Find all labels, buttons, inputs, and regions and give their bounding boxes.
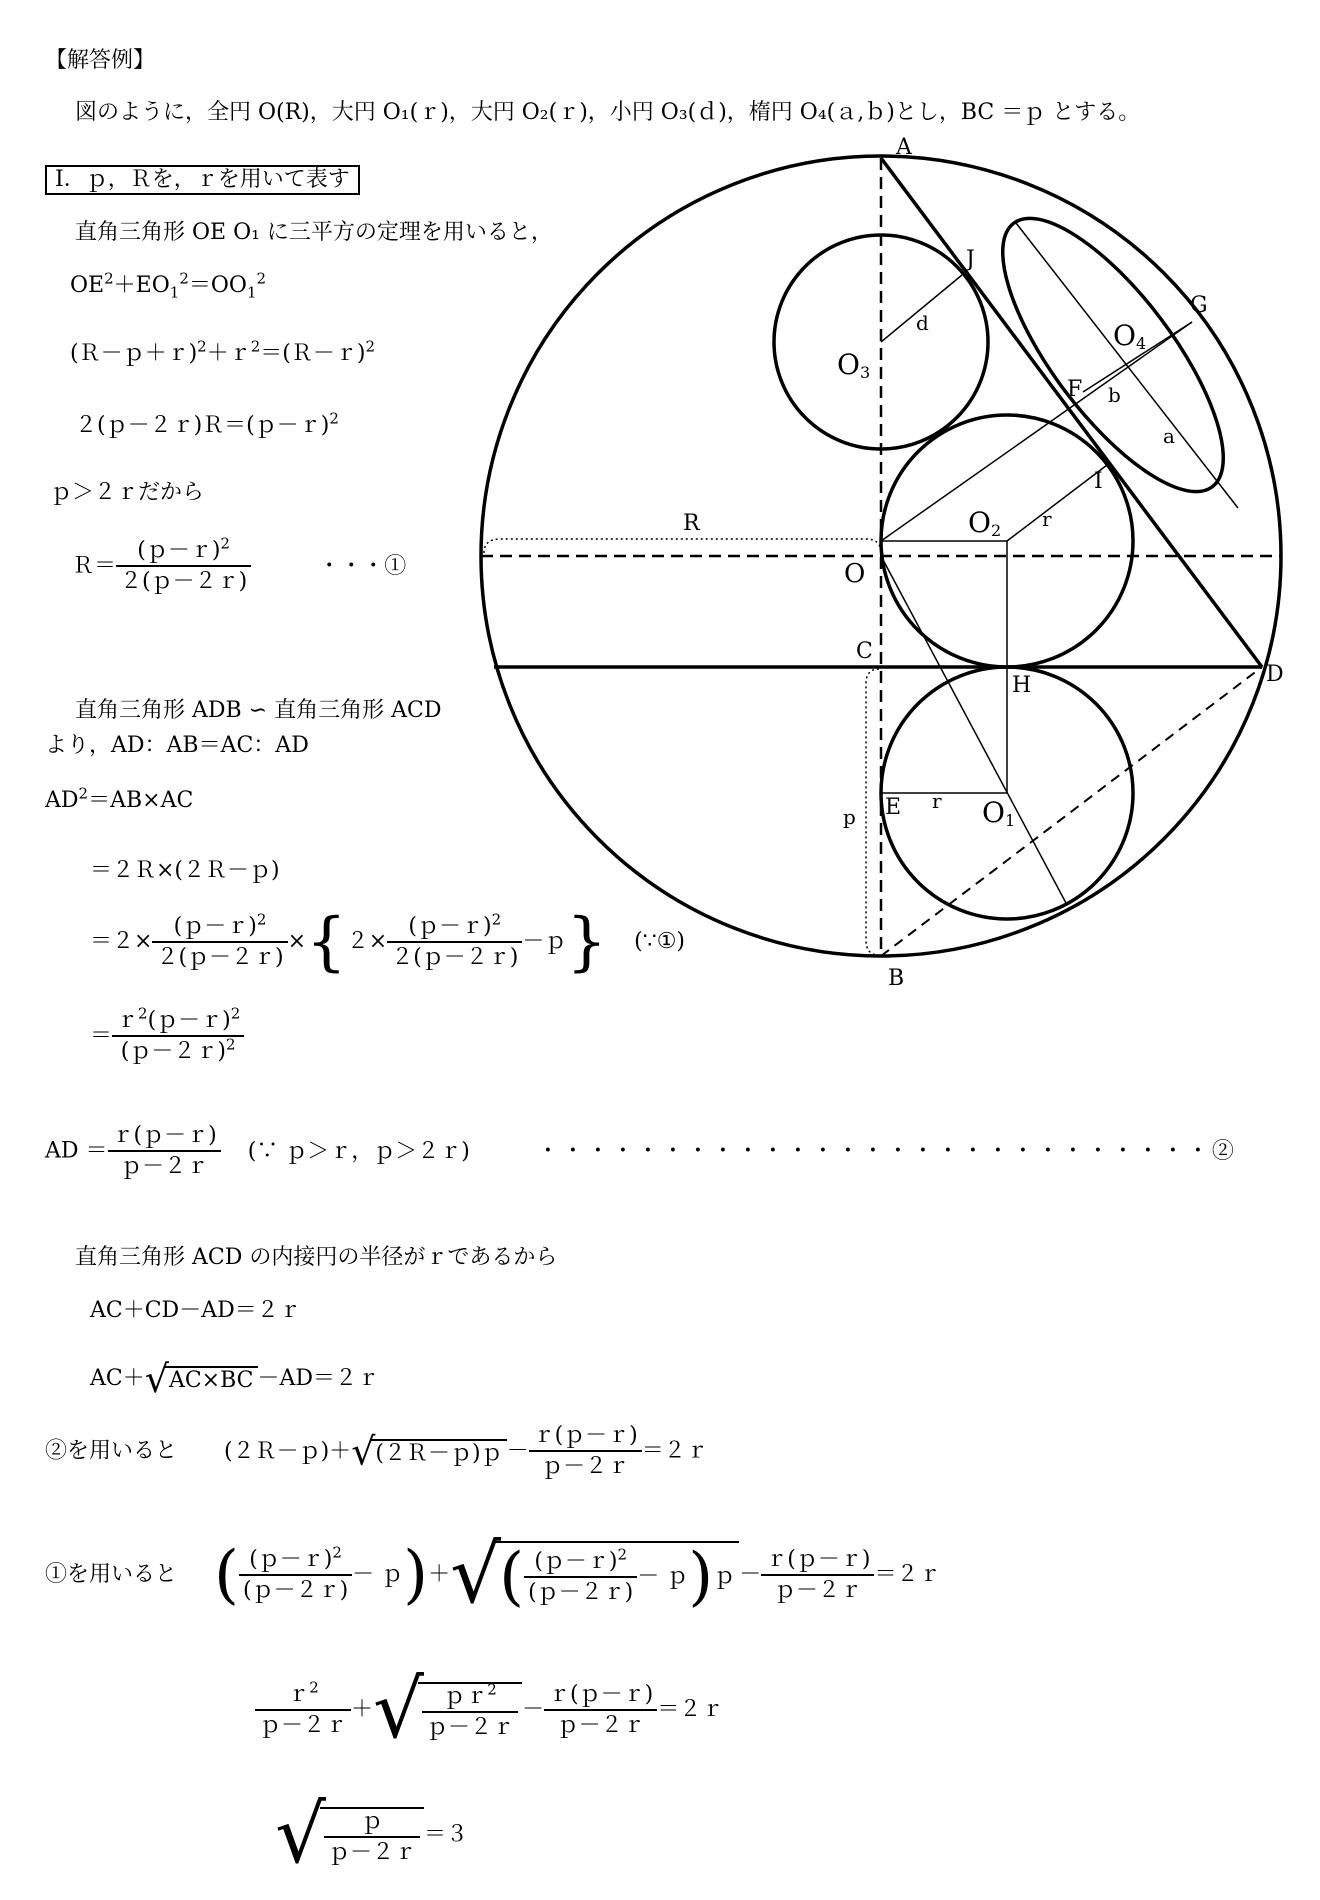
label-o: O xyxy=(844,559,866,589)
incircle-eq1: AC＋CD－AD＝２ｒ xyxy=(90,1298,301,1323)
label-j: J xyxy=(966,247,975,272)
equation-oe: $OE^2+EO_1^2=OO_1^2$ xyxy=(70,269,267,302)
label-e: E xyxy=(885,795,902,820)
line-o-g xyxy=(881,322,1192,541)
label-o3: O3 xyxy=(837,348,871,382)
label-g: G xyxy=(1190,293,1208,318)
p-brace xyxy=(866,669,879,955)
label-p: p xyxy=(843,805,856,829)
label-a-axis: a xyxy=(1163,424,1175,448)
ad-squared: $AD^2=AB\times AC$ xyxy=(45,784,194,813)
label-r-big: R xyxy=(683,511,700,536)
condition-text: ｐ＞２ｒだから xyxy=(50,480,205,505)
equation-r: Ｒ＝ $\frac{(p-r)^2}{\text{２(ｐ－２ｒ)}}$ ・・・① xyxy=(72,534,407,594)
substitute-1: ①を用いると ( $\frac{(p-r)^2}{\text{(ｐ－２ｒ)}}$ － ｐ)＋√( $\frac{(p-r)^2}{\text{(ｐ－２ｒ)}}$ － ｐ)ｐ － $\frac{\text{ｒ(ｐ－ｒ)}}{\text{ｐ－２ｒ}}$ ＝２ｒ xyxy=(45,1528,941,1621)
equation-expanded: (Ｒ－ｐ＋ｒ)$^2$＋ｒ$^2$＝(Ｒ－ｒ)$^2$ xyxy=(70,337,375,366)
label-i: I xyxy=(1094,469,1103,494)
label-c: C xyxy=(856,639,873,664)
o2-radius-i xyxy=(1007,465,1107,541)
ad-step2: ＝２× $\frac{(p-r)^2}{\text{２(ｐ－２ｒ)}}$ ×{２× $\frac{(p-r)^2}{\text{２(ｐ－２ｒ)}}$ －ｐ} (∵①) xyxy=(90,905,685,979)
equation-simplified: ２(ｐ－２ｒ)Ｒ＝(ｐ－ｒ)$^2$ xyxy=(75,409,339,438)
section-heading: Ⅰ．ｐ，Ｒを，ｒを用いて表す xyxy=(45,165,360,195)
simplified-eq: $\frac{r^2}{\text{ｐ－２ｒ}}$ ＋√ $\frac{pr^2}{\text{ｐ－２ｒ}}$ － $\frac{\text{ｒ(ｐ－ｒ)}}{\text{ｐ－２ｒ}}$ ＝２ｒ xyxy=(255,1670,723,1750)
label-o2: O2 xyxy=(968,506,1002,540)
label-d-radius: d xyxy=(916,311,929,335)
ratio-text: より，AD：AB＝AC：AD xyxy=(45,733,309,758)
final-eq: √ $\frac{\text{ｐ}}{\text{ｐ－２ｒ}}$ ＝３ xyxy=(275,1788,469,1881)
ellipse-major-axis xyxy=(1016,223,1238,508)
r-brace xyxy=(484,539,881,553)
ad-step1: ＝２Ｒ×(２Ｒ－ｐ) xyxy=(90,858,280,883)
label-r-o2: r xyxy=(1042,507,1052,531)
label-b: B xyxy=(888,966,905,991)
ellipse-minor-axis xyxy=(1083,322,1192,392)
ad-step3: ＝ $\frac{r^2(p-r)^2}{(p-2r)^2}$ xyxy=(90,1010,244,1063)
label-o1: O1 xyxy=(982,796,1016,830)
label-d: D xyxy=(1266,662,1284,687)
label-o4: O4 xyxy=(1113,319,1147,353)
label-h: H xyxy=(1012,673,1032,698)
substitute-2: ②を用いると (２Ｒ－ｐ)＋√(２Ｒ－ｐ)ｐ － $\frac{\text{ｒ(ｐ－ｒ)}}{\text{ｐ－２ｒ}}$ ＝２ｒ xyxy=(45,1423,708,1479)
pythagoras-intro: 直角三角形 OE O₁ に三平方の定理を用いると， xyxy=(75,220,553,245)
label-a: A xyxy=(896,135,912,160)
similar-triangles: 直角三角形 ADB ∽ 直角三角形 ACD xyxy=(75,698,442,723)
line-o-tangent xyxy=(881,556,1066,903)
label-r-o1: r xyxy=(932,789,942,813)
incircle-text: 直角三角形 ACD の内接円の半径がｒであるから xyxy=(75,1245,558,1270)
answer-title: 【解答例】 xyxy=(45,48,156,73)
ad-result: AD ＝ $\frac{\text{ｒ(ｐ－ｒ)}}{\text{ｐ－２ｒ}}$ (∵ ｐ＞ｒ，ｐ＞２ｒ) ・・・・・・・・・・・・・・・・・・・・・・・・・・・② xyxy=(45,1123,1237,1179)
label-f: F xyxy=(1067,377,1083,402)
label-b-axis: b xyxy=(1108,383,1121,407)
incircle-eq2: AC＋√AC×BC －AD＝２ｒ xyxy=(90,1357,380,1401)
intro-text: 図のように，全円 O(R)，大円 O₁(ｒ)，大円 O₂(ｒ)，小円 O₃(ｄ)，楕円 O₄(ａ,ｂ)とし，BC ＝ｐ とする。 xyxy=(75,100,1141,125)
